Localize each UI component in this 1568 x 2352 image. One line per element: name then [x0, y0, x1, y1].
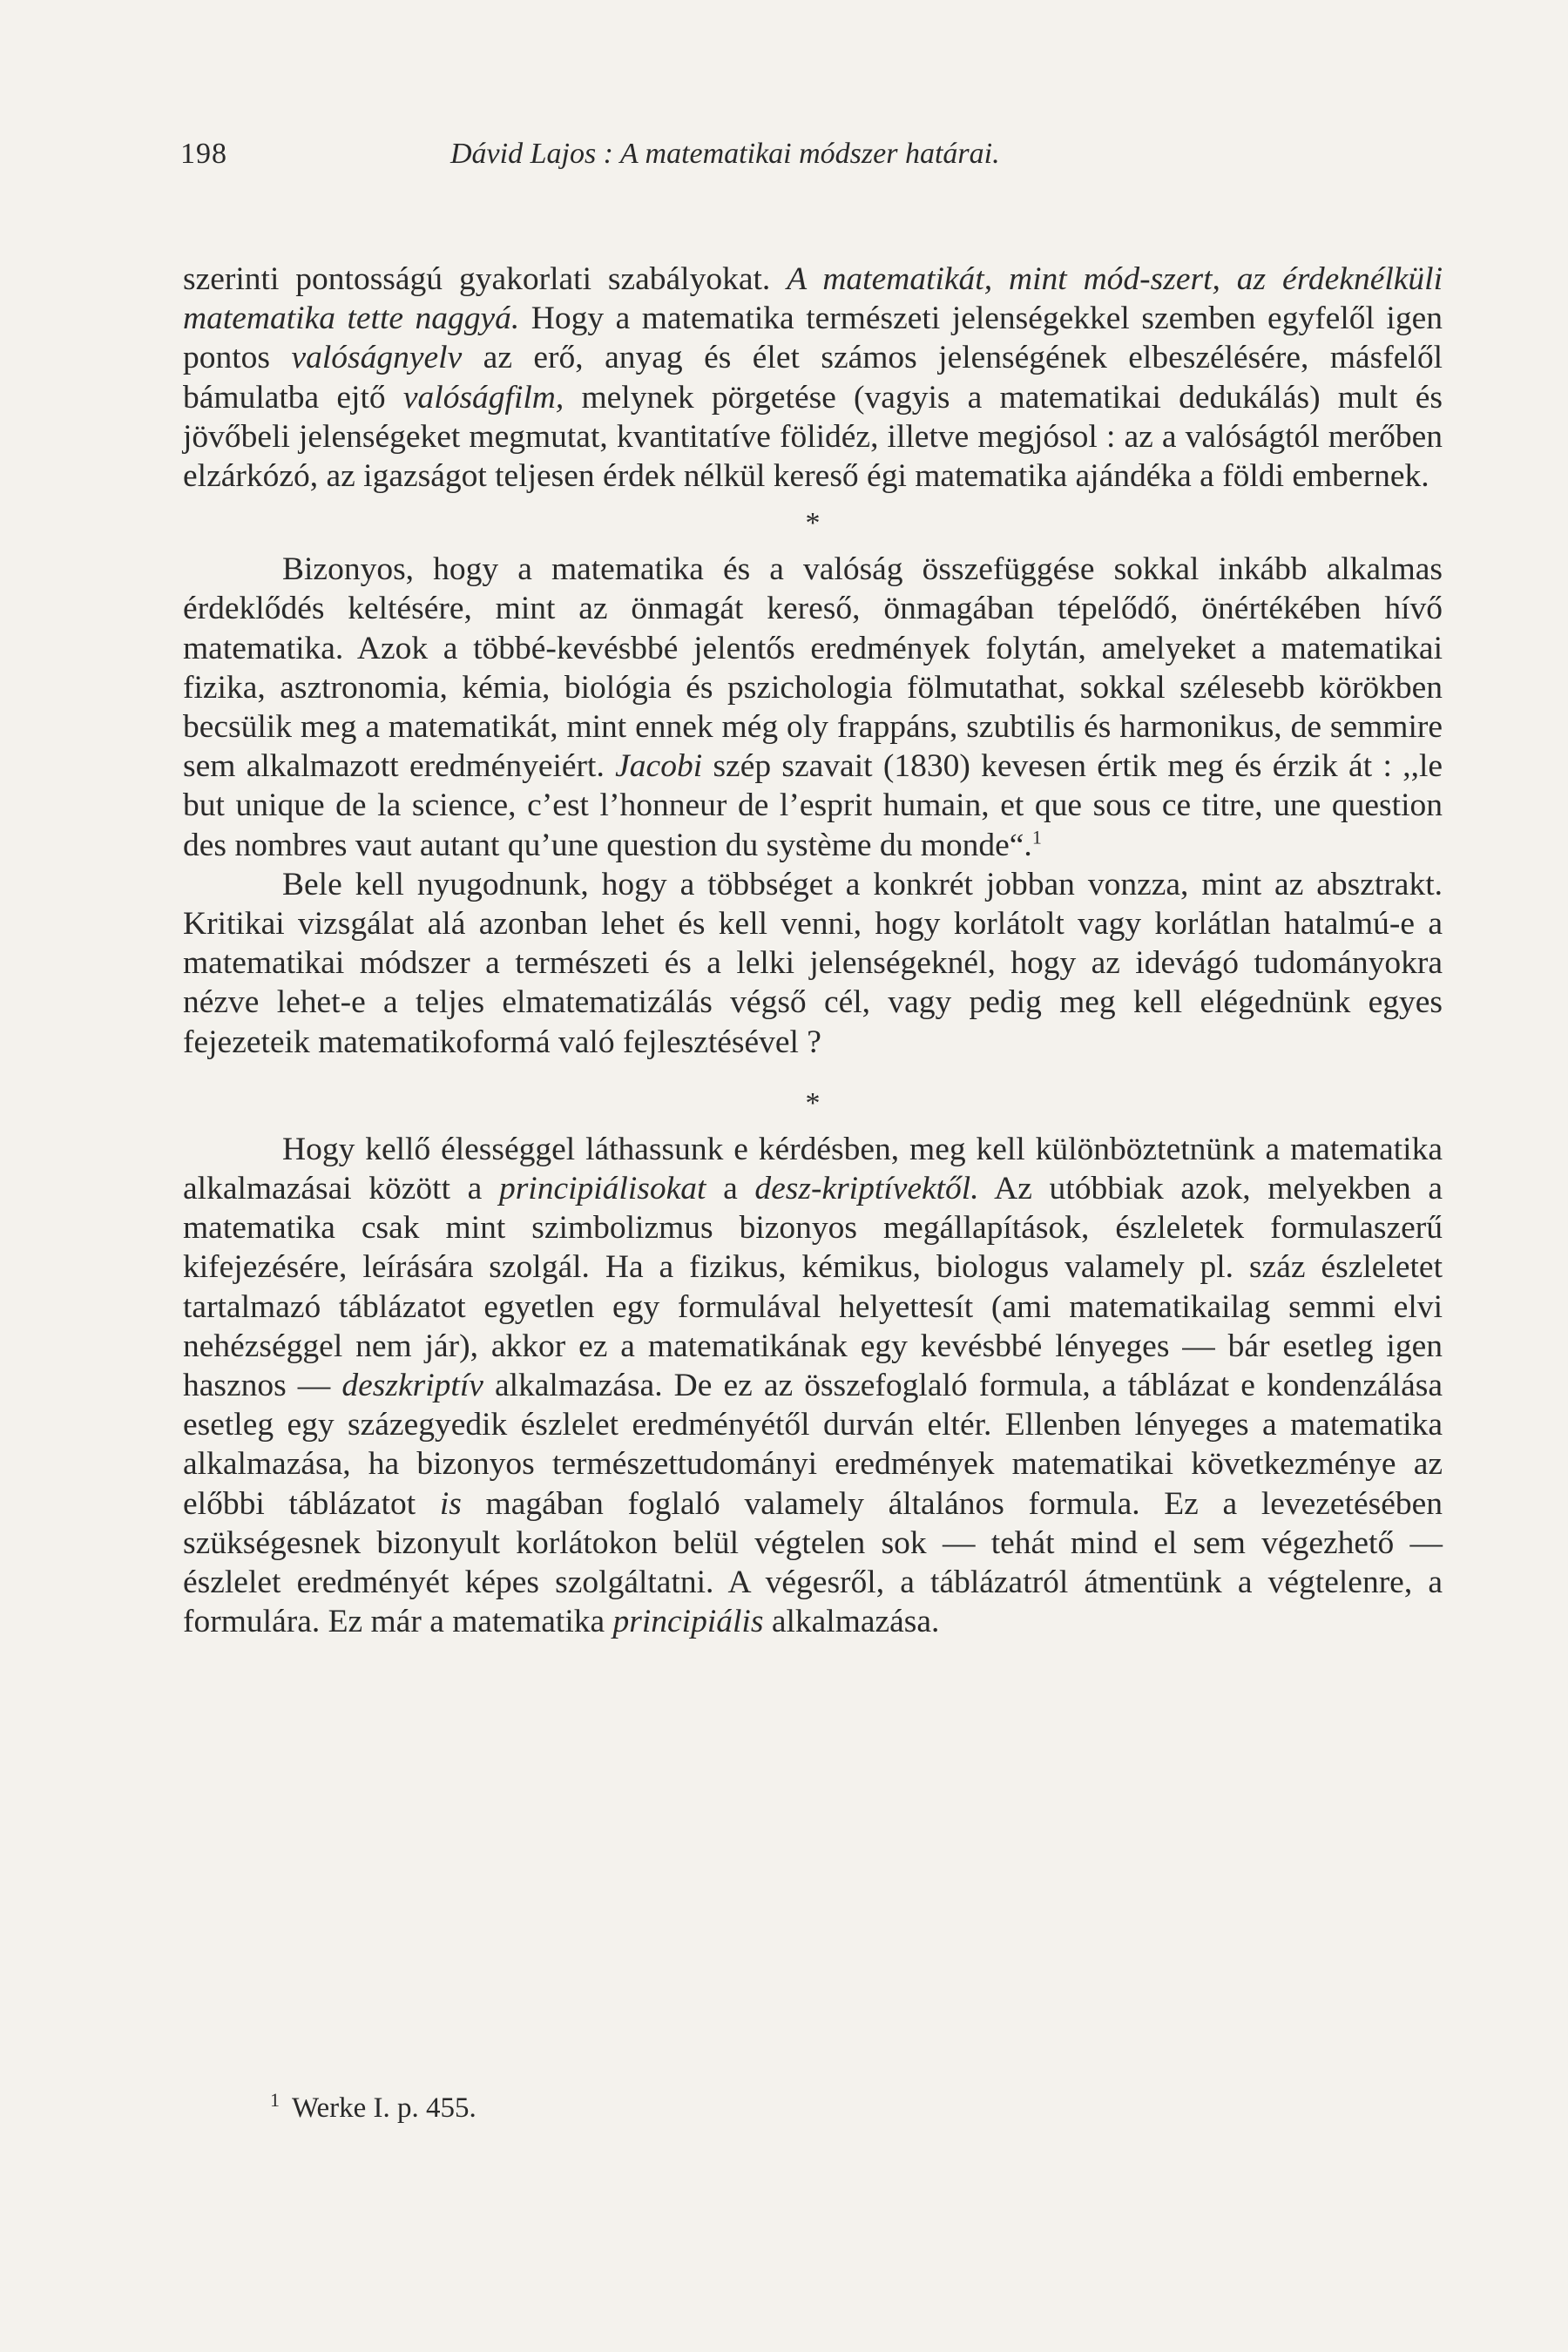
- page-header: [180, 138, 1443, 181]
- footnote-mark: 1: [270, 2089, 280, 2111]
- section-separator: *: [805, 507, 821, 540]
- paragraph-3: Bele kell nyugodnunk, hogy a többséget a konkrét jobban vonzza, mint az absztrakt. Kritikai vizsgálat alá azonban lehet és kell venni, hogy korlátolt vagy korlátlan hatalmú-e a matematikai módszer a természeti és a lelki jelenségeknél, hogy az idevágó tudományokra nézve lehet-e a teljes elmatematizálás végső cél, vagy pedig meg kell elégednünk egyes fejezeteik matematikoformá való fejlesztésével ?: [183, 866, 1443, 1060]
- body-text: [183, 260, 1443, 1642]
- running-head: Dávid Lajos : A matematikai módszer határai.: [450, 138, 1000, 170]
- footnote-text: Werke I. p. 455.: [292, 2092, 476, 2124]
- paragraph-1: szerinti pontosságú gyakorlati szabályokat. A matematikát, mint mód-szert, az érdeknélküli matematika tette naggyá. Hogy a matematika természeti jelenségekkel szemben egyfelől igen pontos valóságnyelv az erő, anyag és élet számos jelenségének elbeszélésére, másfelől bámulatba ejtő valóságfilm, melynek pörgetése (vagyis a matematikai dedukálás) mult és jövőbeli jelenségeket megmutat, kvantitatíve fölidéz, illetve megjósol : az a valóságtól merőben elzárkózó, az igazságot teljesen érdek nélkül kereső égi matematika ajándéka a földi embernek.: [183, 261, 1443, 495]
- paragraph-4: Hogy kellő élességgel láthassunk e kérdésben, meg kell különböztetnünk a matematika alkalmazásai között a principiálisokat a desz-kriptívektől. Az utóbbiak azok, melyekben a matematika csak mint szimbolizmus bizonyos megállapítások, észleletek formulaszerű kifejezésére, leírására szolgál. Ha a fizikus, kémikus, biologus valamely pl. száz észleletet tartalmazó táblázatot egyetlen egy formulával helyettesít (ami matematikailag semmi elvi nehézséggel nem jár), akkor ez a matematikának egy kevésbbé lényeges — bár esetleg igen hasznos — deszkriptív alkalmazása. De ez az összefoglaló formula, a táblázat e kondenzálása esetleg egy százegyedik észlelet eredményétől durván eltér. Ellenben lényeges a matematika alkalmazása, ha bizonyos természettudományi eredmények matematikai következménye az előbbi táblázatot is magában foglaló valamely általános formula. Ez a levezetésében szükségesnek bizonyult korlátokon belül végtelen sok — tehát mind el sem végezhető — észlelet eredményét képes szolgáltatni. A végesről, a táblázatról átmentünk a végtelenre, a formulára. Ez már a matematika principiális alkalmazása.: [183, 1131, 1443, 1640]
- footnote: [270, 2089, 476, 2125]
- section-separator: *: [805, 1086, 821, 1119]
- footnote-reference: 1: [1031, 826, 1042, 848]
- paragraph-2: Bizonyos, hogy a matematika és a valóság összefüggése sokkal inkább alkalmas érdeklődés keltésére, mint az önmagát kereső, önmagában tépelődő, önértékében hívő matematika. Azok a többé-kevésbbé jelentős eredmények folytán, amelyeket a matematikai fizika, asztronomia, kémia, biológia és pszichologia fölmutathat, sokkal szélesebb körökben becsülik meg a matematikát, mint ennek még oly frappáns, szubtilis és harmonikus, de semmire sem alkalmazott eredményeiért. Jacobi szép szavait (1830) kevesen értik meg és érzik át : ,,le but unique de la science, c’est l’honneur de l’esprit humain, et que sous ce titre, une question des nombres vaut autant qu’une question du système du monde“.$^1$: [183, 551, 1443, 863]
- page-number: 198: [180, 138, 227, 170]
